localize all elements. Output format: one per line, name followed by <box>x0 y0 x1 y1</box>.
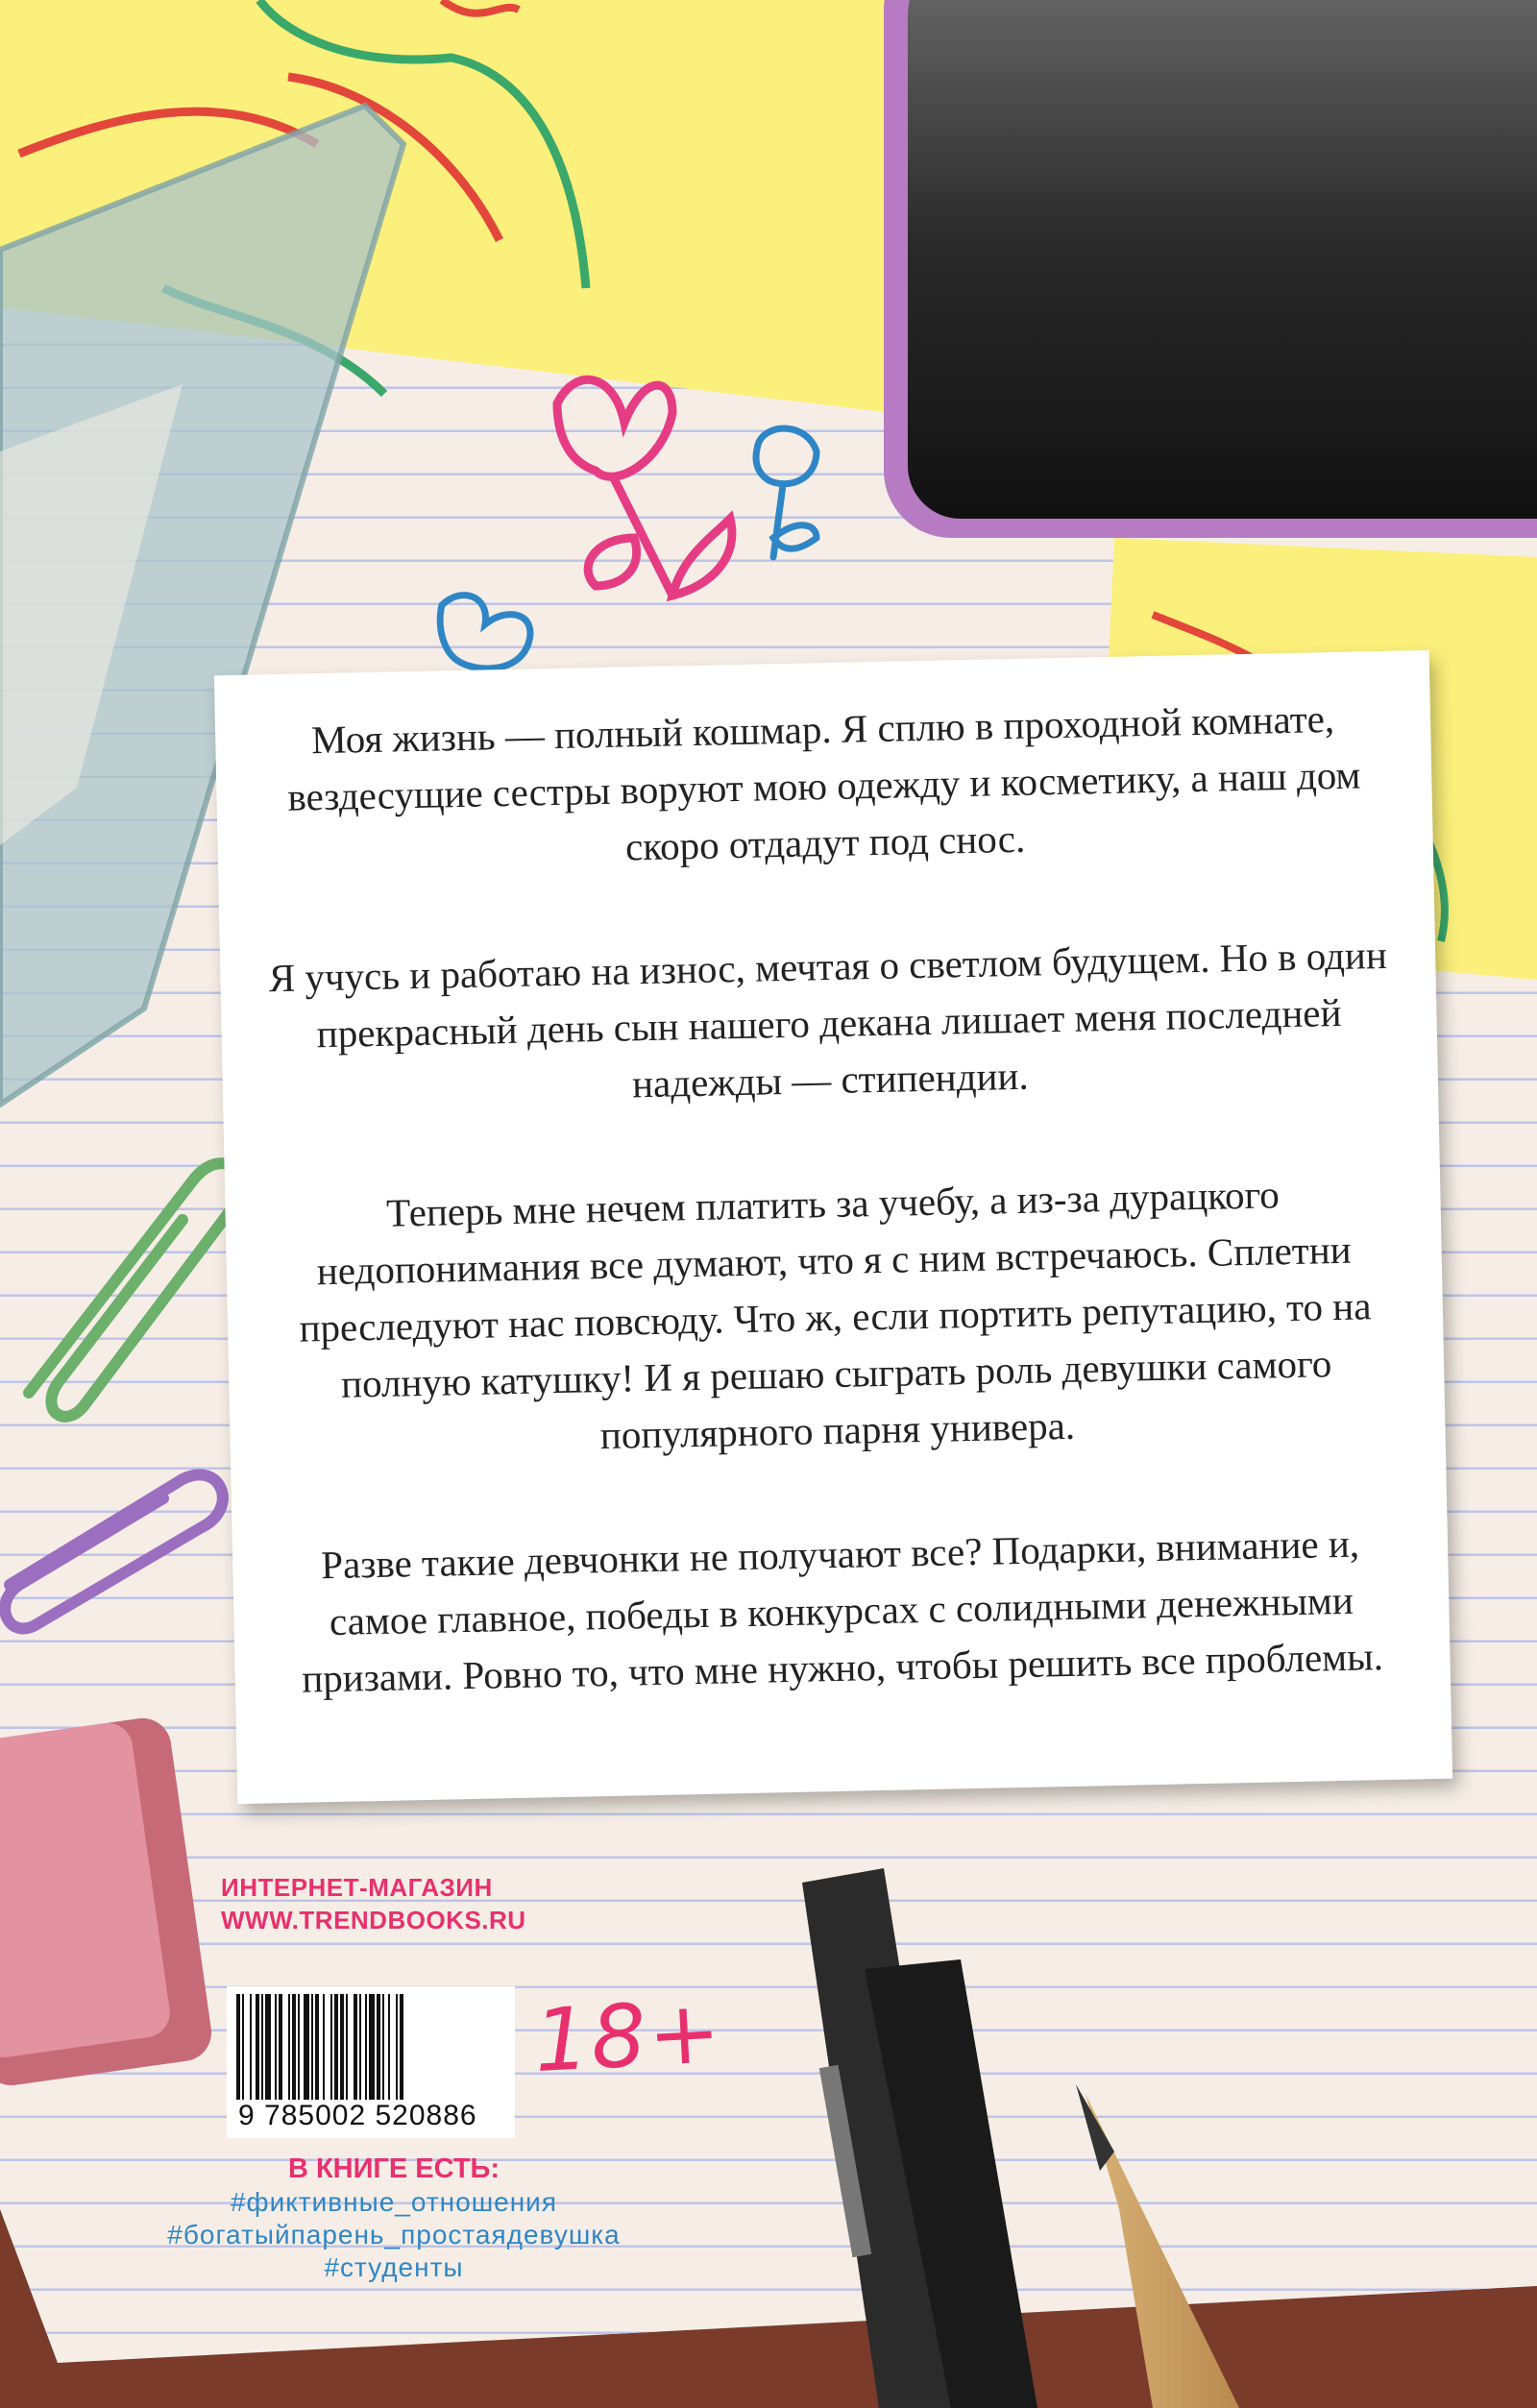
isbn-barcode <box>227 1986 515 2138</box>
shop-url[interactable]: WWW.TRENDBOOKS.RU <box>221 1906 526 1934</box>
blurb-paragraph: Я учусь и работаю на износ, мечтая о светлом будущем. Но в один прекрасный день сын нашего декана лишает меня последней надежды — стипендии. <box>268 932 1388 1107</box>
book-tags <box>134 2152 653 2284</box>
blurb-text <box>254 690 1414 1765</box>
blurb-card <box>214 650 1452 1804</box>
blurb-paragraph: Разве такие девчонки не получают все? Подарки, внимание и, самое главное, победы в конкурсах с солидными денежными призами. Ровно то, что мне нужно, чтобы решить все проблемы. <box>301 1520 1384 1701</box>
online-shop-info <box>221 1871 526 1936</box>
blurb-paragraph: Моя жизнь — полный кошмар. Я сплю в проходной комнате, вездесущие сестры воруют мою одежду и косметику, а наш дом скоро отдадут под снос. <box>286 695 1361 869</box>
tag: #фиктивные_отношения <box>230 2187 557 2217</box>
tag: #студенты <box>324 2252 464 2282</box>
shop-label: ИНТЕРНЕТ-МАГАЗИН <box>221 1873 493 1902</box>
barcode-number: 9 785002 520886 <box>238 2100 477 2131</box>
blurb-paragraph: Теперь мне нечем платить за учебу, а из-за дурацкого недопонимания все думают, что я с ним встречаюсь. Сплетни преследуют нас повсюду. Что ж, если портить репутацию, то на полную катушку! И я решаю сыграть роль девушки самого популярного парня универа. <box>299 1172 1372 1458</box>
tag: #богатыйпарень_простаядевушка <box>167 2220 621 2250</box>
age-rating: 18+ <box>531 1981 725 2093</box>
barcode-icon <box>227 1994 515 2109</box>
tags-title: В КНИГЕ ЕСТЬ: <box>287 2153 500 2184</box>
